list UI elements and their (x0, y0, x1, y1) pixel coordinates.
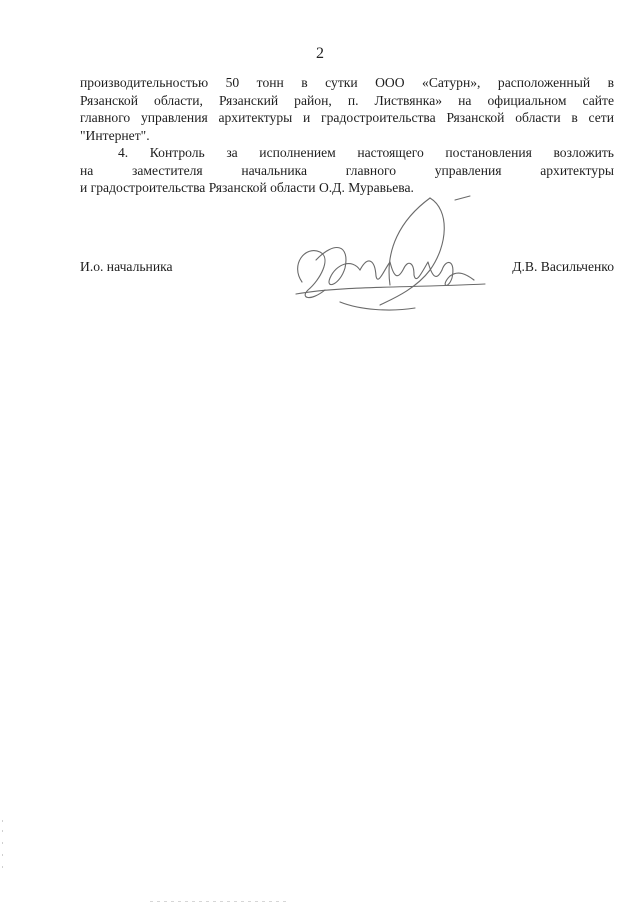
document-body (80, 74, 614, 197)
signatory-title: И.о. начальника (80, 259, 173, 274)
paragraph-2 (80, 144, 614, 197)
paragraph-1 (80, 74, 614, 144)
paragraph-1-line-1: производительностью 50 тонн в сутки ООО «Сатурн», расположенный в (80, 75, 614, 90)
paragraph-2-line-2: на заместителя начальника главного управления архитектуры (80, 162, 614, 178)
signatory-name: Д.В. Васильченко (512, 259, 614, 274)
page-number: 2 (316, 45, 324, 62)
paragraph-1-line-3: главного управления архитектуры и градостроительства Рязанской области в сети (80, 110, 614, 125)
scan-bottom-artifact (150, 900, 290, 903)
scan-edge-artifact (0, 820, 6, 880)
paragraph-2-line-1: 4. Контроль за исполнением настоящего постановления возложить (118, 145, 614, 160)
handwritten-signature (280, 190, 500, 325)
paragraph-1-line-4: "Интернет". (80, 127, 150, 143)
paragraph-2-line-3: и градостроительства Рязанской области О.Д. Муравьева. (80, 180, 414, 195)
paragraph-1-line-2: Рязанской области, Рязанский район, п. Листвянка» на официальном сайте (80, 92, 614, 108)
